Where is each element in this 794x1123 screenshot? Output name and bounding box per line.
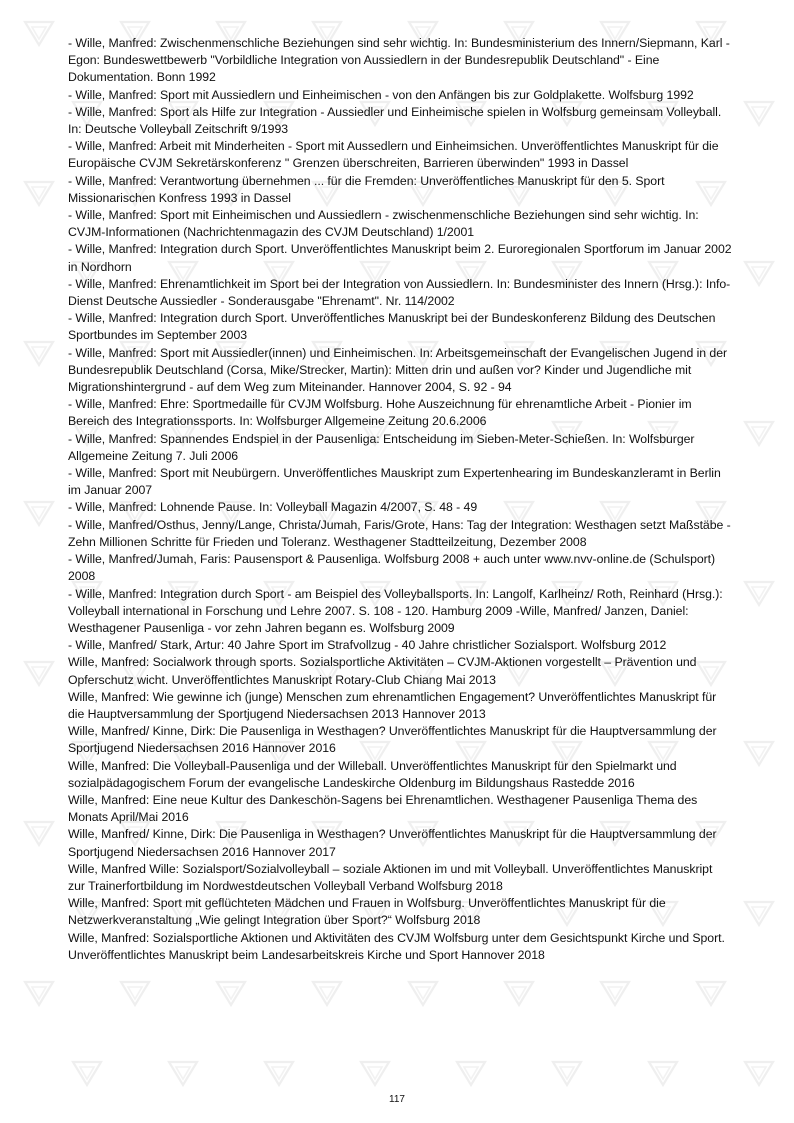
bibliography-entry: - Wille, Manfred: Zwischenmenschliche Beziehungen sind sehr wichtig. In: Bundesministerium des Innern/Siepmann, Karl - Egon: Bundeswettbewerb "Vorbildliche Integration von Aussiedlern in der Bundesrepublik Deutschland" - Eine Dokumentation. Bonn 1992 [68, 36, 730, 85]
triangle-logo-icon [742, 1058, 776, 1088]
triangle-logo-icon [214, 978, 248, 1008]
bibliography-entry: Wille, Manfred: Sport mit geflüchteten Mädchen und Frauen in Wolfsburg. Unveröffentlichtes Manuskript für die Netzwerkveranstaltung „Wie gelingt Integration über Sport?“ Wolfsburg 2018 [68, 896, 666, 928]
triangle-logo-icon [262, 1058, 296, 1088]
bibliography-entry: Wille, Manfred: Sozialsportliche Aktionen und Aktivitäten des CVJM Wolfsburg unter dem Gesichtspunkt Kirche und Sport. Unveröffentlichtes Manuskript beim Landesarbeitskreis Kirche und Sport Hannover 2018 [68, 930, 725, 962]
triangle-logo-icon [598, 978, 632, 1008]
bibliography-entry: - Wille, Manfred: Integration durch Sport. Unveröffentlichtes Manuskript beim 2. Euroregionalen Sportforum im Januar 2002 in Nordhorn [68, 242, 732, 274]
bibliography-entry: Wille, Manfred: Wie gewinne ich (junge) Menschen zum ehrenamtlichen Engagement? Unveröffentlichtes Manuskript für die Hauptversammlung der Sportjugend Niedersachsen 2013 Hannover 2013 [68, 689, 717, 721]
triangle-logo-icon [22, 498, 56, 528]
page-number: 117 [389, 1094, 405, 1105]
bibliography-entry: - Wille, Manfred/ Stark, Artur: 40 Jahre Sport im Strafvollzug - 40 Jahre christlicher Sozialsport. Wolfsburg 2012 [68, 638, 667, 653]
bibliography-entry: - Wille, Manfred/Osthus, Jenny/Lange, Christa/Jumah, Faris/Grote, Hans: Tag der Integration: Westhagen setzt Maßstäbe - Zehn Millionen Schritte für Frieden und Toleranz. Westhagener Stadtteilzeitung, Dezember 2008 [68, 517, 731, 549]
triangle-logo-icon [22, 658, 56, 688]
triangle-logo-icon [550, 1058, 584, 1088]
bibliography-entry: - Wille, Manfred: Sport mit Neubürgern. Unveröffentliches Mauskript zum Expertenhearing im Bundeskanzleramt in Berlin im Januar 2007 [68, 466, 721, 498]
bibliography-entry: - Wille, Manfred: Ehrenamtlichkeit im Sport bei der Integration von Aussiedlern. In: Bundesminister des Innern (Hrsg.): Info-Dienst Deutsche Aussiedler - Sonderausgabe "Ehrenamt". Nr. 114/2002 [68, 276, 731, 309]
bibliography-entry: Wille, Manfred: Die Volleyball-Pausenliga und der Willeball. Unveröffentlichtes Manuskript für den Spielmarkt und sozialpädagogischem Forum der evangelische Landeskirche Oldenburg im Bildungshaus Rastedde 2016 [68, 758, 677, 790]
triangle-logo-icon [742, 738, 776, 768]
bibliography-entry: - Wille, Manfred: Sport mit Einheimischen und Aussiedlern - zwischenmenschliche Beziehungen sind sehr wichtig. In: CVJM-Informationen (Nachrichtenmagazin des CVJM Deutschland) 1/2001 [68, 208, 699, 240]
triangle-logo-icon [694, 978, 728, 1008]
triangle-logo-icon [742, 98, 776, 128]
triangle-logo-icon [310, 978, 344, 1008]
bibliography-entry: Wille, Manfred/ Kinne, Dirk: Die Pausenliga in Westhagen? Unveröffentlichtes Manuskript für die Hauptversammlung der Sportjugend Niedersachsen 2016 Hannover 2016 [68, 724, 717, 756]
triangle-logo-icon [742, 418, 776, 448]
triangle-logo-icon [22, 338, 56, 368]
bibliography-entry: - Wille, Manfred: Sport mit Aussiedlern und Einheimischen - von den Anfängen bis zur Goldplakette. Wolfsburg 1992 [68, 87, 694, 102]
bibliography-entry: - Wille, Manfred: Lohnende Pause. In: Volleyball Magazin 4/2007, S. 48 - 49 [68, 500, 478, 515]
triangle-logo-icon [118, 978, 152, 1008]
bibliography-entry: - Wille, Manfred: Spannendes Endspiel in der Pausenliga: Entscheidung im Sieben-Meter-Schießen. In: Wolfsburger Allgemeine Zeitung 7. Juli 2006 [68, 431, 695, 463]
triangle-logo-icon [22, 978, 56, 1008]
bibliography-list [68, 35, 732, 964]
triangle-logo-icon [454, 1058, 488, 1088]
triangle-logo-icon [406, 978, 440, 1008]
triangle-logo-icon [646, 1058, 680, 1088]
bibliography-entry: Wille, Manfred Wille: Sozialsport/Sozialvolleyball – soziale Aktionen im und mit Volleyball. Unveröffentlichtes Manuskript zur Trainerfortbildung im Nordwestdeutschen Volleyball Verband Wolfsburg 2018 [68, 861, 713, 893]
triangle-logo-icon [502, 978, 536, 1008]
bibliography-entry: - Wille, Manfred/Jumah, Faris: Pausensport & Pausenliga. Wolfsburg 2008 + auch unter www.nvv-online.de (Schulsport) 2008 [68, 552, 716, 584]
triangle-logo-icon [22, 18, 56, 48]
triangle-logo-icon [742, 258, 776, 288]
triangle-logo-icon [742, 578, 776, 608]
bibliography-entry: - Wille, Manfred: Sport als Hilfe zur Integration - Aussiedler und Einheimische spielen in Wolfsburg gemeinsam Volleyball. In: Deutsche Volleyball Zeitschrift 9/1993 [68, 104, 722, 137]
bibliography-entry: - Wille, Manfred: Integration durch Sport. Unveröffentliches Manuskript bei der Bundeskonferenz Bildung des Deutschen Sportbundes im September 2003 [68, 311, 716, 343]
triangle-logo-icon [166, 1058, 200, 1088]
bibliography-entry: - Wille, Manfred: Sport mit Aussiedler(innen) und Einheimischen. In: Arbeitsgemeinschaft der Evangelischen Jugend in der Bundesrepublik Deutschland (Corsa, Mike/Strecker, Martin): Mitten drin und außen vor? Kinder und Jugendliche mit Migrationshintergrund - auf dem Weg zum Miteinander. Hannover 2004, S. 92 - 94 [68, 345, 728, 395]
bibliography-entry: - Wille, Manfred: Ehre: Sportmedaille für CVJM Wolfsburg. Hohe Auszeichnung für ehrenamtliche Arbeit - Pionier im Bereich des Integrationssports. In: Wolfsburger Allgemeine Zeitung 20.6.2006 [68, 397, 692, 429]
bibliography-entry: Wille, Manfred/ Kinne, Dirk: Die Pausenliga in Westhagen? Unveröffentlichtes Manuskript für die Hauptversammlung der Sportjugend Niedersachsen 2016 Hannover 2017 [68, 827, 717, 859]
bibliography-entry: - Wille, Manfred: Integration durch Sport - am Beispiel des Volleyballsports. In: Langolf, Karlheinz/ Roth, Reinhard (Hrsg.): Volleyball international in Forschung und Lehre 2007. S. 108 - 120. Hamburg 2009 -Wille, Manfred/ Janzen, Daniel: Westhagener Pausenliga - vor zehn Jahren begann es. Wolfsburg 2009 [68, 586, 723, 635]
bibliography-entry: - Wille, Manfred: Arbeit mit Minderheiten - Sport mit Aussedlern und Einheimsichen. Unveröffentlichtes Manuskript für die Europäische CVJM Sekretärskonferenz " Grenzen überschreiten, Barrieren überwinden" 1993 in Dassel [68, 139, 719, 171]
bibliography-entry: - Wille, Manfred: Verantwortung übernehmen ... für die Fremden: Unveröffentliches Manuskript für den 5. Sport Missionarischen Konfress 1993 in Dassel [68, 173, 665, 205]
triangle-logo-icon [22, 818, 56, 848]
triangle-logo-icon [70, 1058, 104, 1088]
bibliography-entry: Wille, Manfred: Socialwork through sports. Sozialsportliche Aktivitäten – CVJM-Aktionen vorgestellt – Prävention und Opferschutz wicht. Unveröffentlichtes Manuskript Rotary-Club Chiang Mai 2013 [68, 655, 697, 687]
triangle-logo-icon [22, 178, 56, 208]
bibliography-entry: Wille, Manfred: Eine neue Kultur des Dankeschön-Sagens bei Ehrenamtlichen. Westhagener Pausenliga Thema des Monats April/Mai 2016 [68, 792, 698, 825]
triangle-logo-icon [742, 898, 776, 928]
triangle-logo-icon [358, 1058, 392, 1088]
